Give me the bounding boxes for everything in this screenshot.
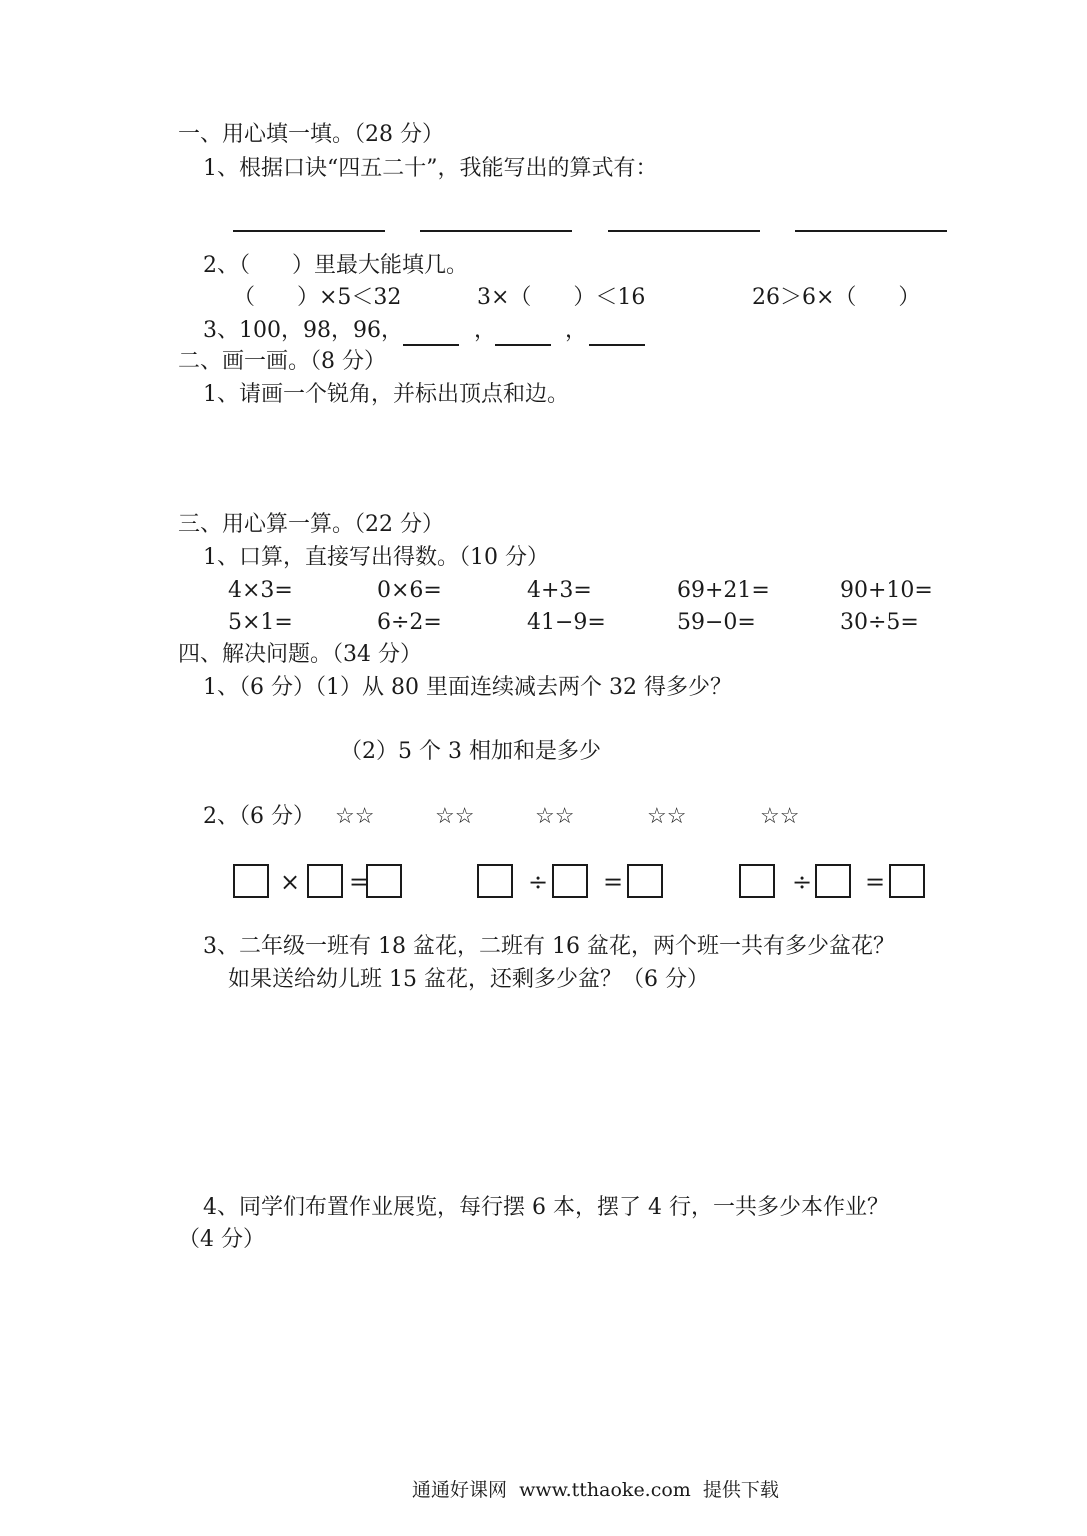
- divide-sign: ÷: [792, 868, 813, 896]
- sequence-blank[interactable]: [403, 344, 459, 346]
- star-pair-icon: ☆☆: [435, 804, 475, 829]
- inequality-item: （ ）×5＜32: [233, 285, 402, 310]
- question-3-1: 1、口算，直接写出得数。（10 分）: [203, 545, 549, 570]
- times-sign: ×: [280, 868, 301, 896]
- question-4-3-line-1: 3、二年级一班有 18 盆花，二班有 16 盆花，两个班一共有多少盆花？: [203, 934, 895, 959]
- divide-sign: ÷: [528, 868, 549, 896]
- star-pair-icon: ☆☆: [535, 804, 575, 829]
- arithmetic-item: 59−0=: [677, 610, 756, 635]
- section-3-heading: 三、用心算一算。（22 分）: [178, 512, 444, 537]
- arithmetic-item: 0×6=: [377, 578, 442, 603]
- question-1-3: 3、100，98，96，: [203, 318, 403, 343]
- answer-box[interactable]: [552, 864, 588, 898]
- question-4-3-line-2: 如果送给幼儿班 15 盆花，还剩多少盆？（6 分）: [228, 967, 709, 992]
- arithmetic-item: 30÷5=: [840, 610, 919, 635]
- star-pair-icon: ☆☆: [647, 804, 687, 829]
- sequence-blank[interactable]: [589, 344, 645, 346]
- comma: ，: [565, 318, 588, 343]
- equals-sign: =: [865, 868, 886, 896]
- answer-line[interactable]: [233, 230, 385, 232]
- arithmetic-item: 90+10=: [840, 578, 933, 603]
- arithmetic-item: 69+21=: [677, 578, 770, 603]
- answer-box[interactable]: [627, 864, 663, 898]
- answer-box[interactable]: [233, 864, 269, 898]
- answer-line[interactable]: [420, 230, 572, 232]
- question-4-1-part-2: （2）5 个 3 相加和是多少: [340, 739, 601, 764]
- star-pair-icon: ☆☆: [760, 804, 800, 829]
- equals-sign: =: [603, 868, 624, 896]
- answer-box[interactable]: [477, 864, 513, 898]
- equals-sign: =: [349, 868, 370, 896]
- question-2-1: 1、请画一个锐角，并标出顶点和边。: [203, 382, 569, 407]
- section-1-heading: 一、用心填一填。（28 分）: [178, 122, 444, 147]
- arithmetic-item: 6÷2=: [377, 610, 442, 635]
- answer-box[interactable]: [815, 864, 851, 898]
- star-pair-icon: ☆☆: [335, 804, 375, 829]
- question-1-1: 1、根据口诀“四五二十”，我能写出的算式有：: [203, 156, 658, 181]
- comma: ，: [474, 318, 497, 343]
- answer-line[interactable]: [608, 230, 760, 232]
- inequality-item: 26＞6×（ ）: [752, 285, 921, 310]
- question-4-4-line-2: （4 分）: [178, 1227, 265, 1252]
- question-4-1-part-1: 1、（6 分）（1）从 80 里面连续减去两个 32 得多少？: [203, 675, 732, 700]
- sequence-blank[interactable]: [495, 344, 551, 346]
- section-2-heading: 二、画一画。（8 分）: [178, 349, 386, 374]
- answer-box[interactable]: [307, 864, 343, 898]
- question-1-2: 2、（ ）里最大能填几。: [203, 253, 468, 278]
- answer-line[interactable]: [795, 230, 947, 232]
- arithmetic-item: 4×3=: [228, 578, 293, 603]
- answer-box[interactable]: [739, 864, 775, 898]
- answer-box[interactable]: [366, 864, 402, 898]
- question-4-4-line-1: 4、同学们布置作业展览，每行摆 6 本，摆了 4 行，一共多少本作业？: [203, 1195, 889, 1220]
- question-4-2-label: 2、（6 分）: [203, 804, 315, 829]
- inequality-item: 3×（ ）＜16: [477, 285, 646, 310]
- section-4-heading: 四、解决问题。（34 分）: [178, 642, 422, 667]
- footer-source: 通通好课网 www.tthaoke.com 提供下载: [412, 1479, 779, 1501]
- arithmetic-item: 4+3=: [527, 578, 592, 603]
- arithmetic-item: 5×1=: [228, 610, 293, 635]
- answer-box[interactable]: [889, 864, 925, 898]
- arithmetic-item: 41−9=: [527, 610, 606, 635]
